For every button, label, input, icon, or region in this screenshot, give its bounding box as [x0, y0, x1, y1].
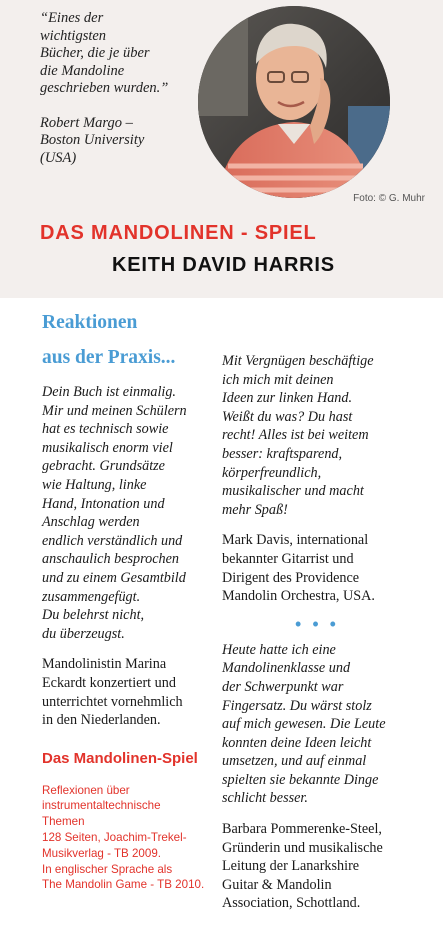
quote-line: Fingersatz. Du wärst stolz	[222, 697, 372, 714]
author-portrait-image	[198, 6, 390, 198]
quote-line: Hand, Intonation und	[42, 495, 165, 512]
quote-line: körperfreundlich,	[222, 464, 322, 481]
section-heading: Reaktionen	[42, 312, 138, 333]
quote-line: mehr Spaß!	[222, 501, 288, 518]
quote-line: zusammengefügt.	[42, 588, 141, 605]
separator-dots: • • •	[295, 613, 339, 634]
quote-line: hat es technisch sowie	[42, 421, 169, 438]
quote-line: Dein Buch ist einmalig.	[42, 384, 176, 400]
author-name-heading: KEITH DAVID HARRIS	[112, 254, 335, 276]
quote-line: schlicht besser.	[222, 790, 308, 807]
quote-attribution-line: Robert Margo –	[40, 114, 133, 131]
author-line: unterrichtet vornehmlich	[42, 693, 183, 710]
quote-line: und zu einem Gesamtbild	[42, 569, 186, 586]
author-line: Gründerin und musikalische	[222, 839, 383, 856]
author-line: Barbara Pommerenke-Steel,	[222, 821, 382, 838]
quote-line: gebracht. Grundsätze	[42, 458, 165, 475]
quote-line: Mandolinenklasse und	[222, 660, 351, 677]
author-line: Mark Davis, international	[222, 532, 369, 549]
quote-line: du überzeugst.	[42, 625, 125, 642]
author-line: Eckardt konzertiert und	[42, 674, 176, 691]
author-line: Leitung der Lanarkshire	[222, 858, 360, 875]
quote-line: der Schwerpunkt war	[222, 678, 344, 695]
book-info-line: Themen	[42, 815, 85, 829]
quote-line: Mit Vergnügen beschäftige	[222, 353, 374, 369]
quote-line: umsetzen, und auf einmal	[222, 753, 367, 770]
book-info-line: Musikverlag - TB 2009.	[42, 846, 161, 860]
quote-line: Du belehrst nicht,	[42, 607, 145, 624]
book-info-line: Reflexionen über	[42, 783, 130, 797]
author-line: bekannter Gitarrist und	[222, 550, 354, 567]
quote-line: Bücher, die je über	[40, 45, 150, 61]
quote-line: geschrieben wurden.”	[40, 80, 169, 96]
quote-line: Heute hatte ich eine	[222, 641, 336, 658]
book-info-line: 128 Seiten, Joachim-Trekel-	[42, 831, 187, 845]
book-title: Das Mandolinen-Spiel	[42, 749, 198, 767]
photo-credit: Foto: © G. Muhr	[353, 193, 425, 204]
quote-line: Mir und meinen Schülern	[42, 402, 187, 419]
left-column	[42, 312, 214, 893]
quote-attribution-line: (USA)	[40, 149, 77, 166]
book-info-line: The Mandolin Game - TB 2010.	[42, 878, 205, 892]
quote-line: Weißt du was? Du hast	[222, 408, 353, 425]
author-line: Association, Schottland.	[222, 895, 361, 912]
quote-line: auf mich gewesen. Die Leute	[222, 716, 386, 733]
author-line: Guitar & Mandolin	[222, 876, 332, 893]
author-photo	[198, 6, 390, 198]
header-panel	[0, 0, 443, 298]
quote-line: wie Haltung, linke	[42, 476, 147, 493]
testimonial-author	[222, 531, 412, 605]
book-info	[42, 783, 214, 894]
quote-line: konnten deine Ideen leicht	[222, 734, 372, 751]
quote-line: besser: kraftsparend,	[222, 445, 343, 462]
book-info-line: In englischer Sprache als	[42, 862, 173, 876]
testimonial-quote	[222, 641, 412, 808]
section-subheading: aus der Praxis...	[42, 347, 176, 368]
testimonial-author	[222, 820, 412, 913]
quote-line: spielten sie bekannte Dinge	[222, 771, 379, 788]
book-info-line: instrumentaltechnische	[42, 799, 161, 813]
quote-line: musikalisch enorm viel	[42, 439, 173, 456]
quote-attribution-line: Boston University	[40, 132, 145, 148]
testimonial-author	[42, 655, 214, 729]
quote-line: recht! Alles ist bei weitem	[222, 427, 369, 444]
quote-line: endlich verständlich und	[42, 532, 183, 549]
quote-line: Anschlag werden	[42, 514, 140, 531]
quote-line: “Eines der	[40, 10, 104, 26]
quote-line: Ideen zur linken Hand.	[222, 390, 353, 407]
quote-line: anschaulich besprochen	[42, 551, 179, 568]
quote-line: musikalischer und macht	[222, 483, 364, 500]
book-title-heading: DAS MANDOLINEN - SPIEL	[40, 222, 317, 244]
quote-line: die Mandoline	[40, 62, 125, 79]
testimonial-quote	[42, 383, 214, 643]
author-line: Mandolinistin Marina	[42, 656, 167, 673]
author-line: in den Niederlanden.	[42, 712, 161, 729]
quote-line: ich mich mit deinen	[222, 371, 334, 388]
testimonial-quote	[222, 352, 412, 519]
author-line: Dirigent des Providence	[222, 569, 360, 586]
author-line: Mandolin Orchestra, USA.	[222, 588, 375, 605]
quote-line: wichtigsten	[40, 27, 107, 44]
header-quote	[40, 10, 200, 167]
right-column	[222, 352, 412, 913]
